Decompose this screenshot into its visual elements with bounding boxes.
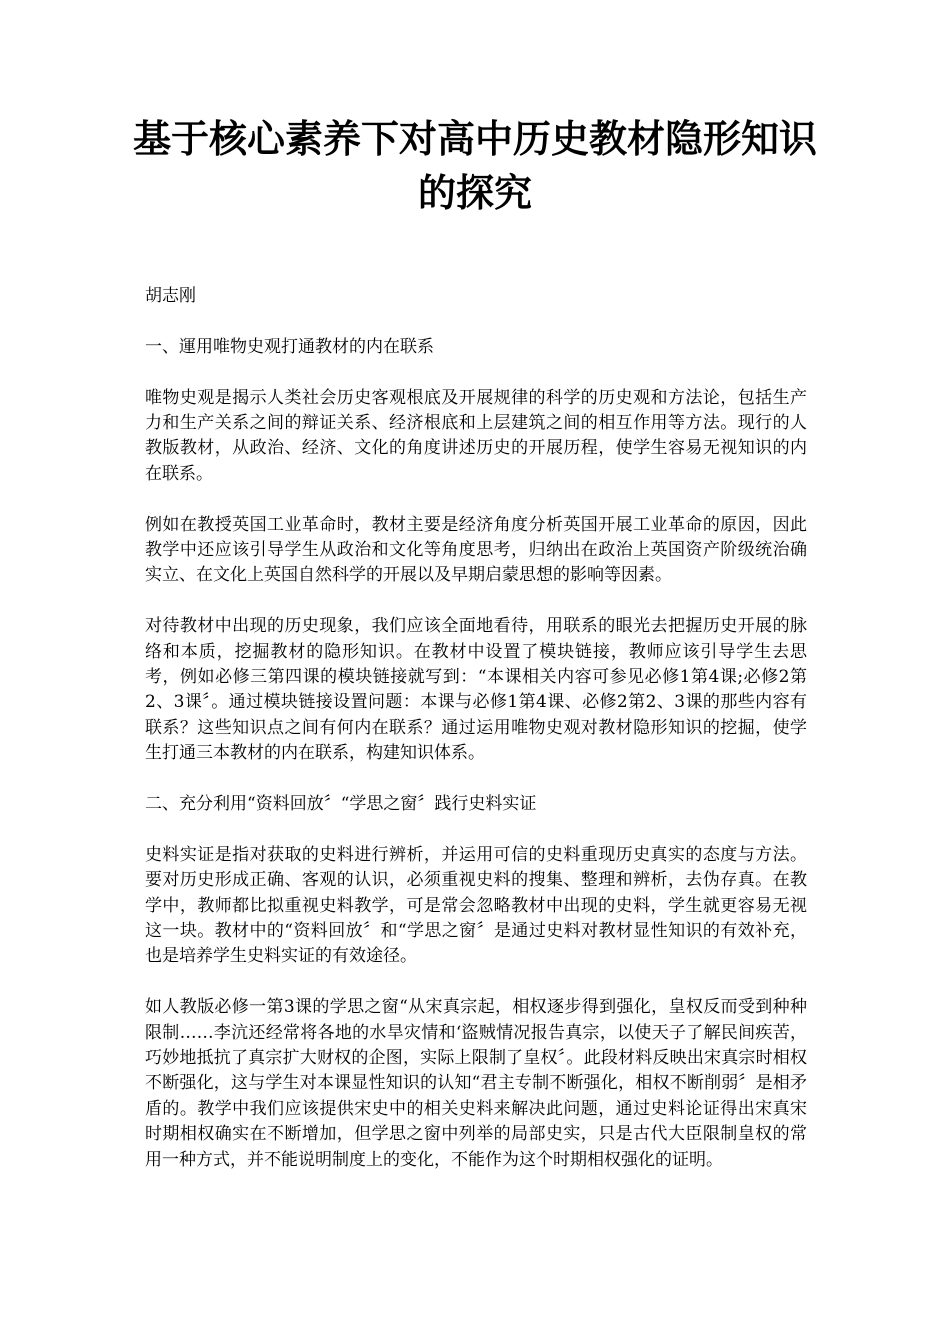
document-title: 基于核心素养下对高中历史教材隐形知识的探究 xyxy=(132,116,817,215)
paragraph: 史料实证是指对获取的史料进行辨析，并运用可信的史料重现历史真实的态度与方法。要对历史形成正确、客观的认识，必须重视史料的搜集、整理和辨析，去伪存真。在教学中，教师都比拟重视史料教学，可是常会忽略教材中出现的史料，学生就更容易无视这一块。教材中的“资料回放〞和“学思之窗〞是通过史料对教材显性知识的有效补充，也是培养学生史料实证的有效途径。 xyxy=(145,844,807,967)
section-heading: 二、充分利用“资料回放〞“学思之窗〞践行史料实证 xyxy=(145,794,537,815)
section-heading: 一、運用唯物史观打通教材的内在联系 xyxy=(145,336,434,357)
paragraph: 对待教材中出现的历史现象，我们应该全面地看待，用联系的眼光去把握历史开展的脉络和本质，挖掘教材的隐形知识。在教材中设置了模块链接，教师应该引导学生去思考，例如必修三第四课的模块链接就写到：“本课相关内容可参见必修1第4课;必修2第2、3课〞。通过模块链接设置问题：本课与必修1第4课、必修2第2、3课的那些内容有联系？这些知识点之间有何内在联系？通过运用唯物史观对教材隐形知识的挖掘，使学生打通三本教材的内在联系，构建知识体系。 xyxy=(145,616,807,764)
author-name: 胡志刚 xyxy=(145,286,196,306)
paragraph: 如人教版必修一第3课的学思之窗“从宋真宗起，相权逐步得到强化，皇权反而受到种种限制……李沆还经常将各地的水旱灾情和‘盜贼情况报告真宗，以使天子了解民间疾苦，巧妙地抵抗了真宗扩大财权的企图，实际上限制了皇权〞。此段材料反映出宋真宗时相权不断强化，这与学生对本课显性知识的认知“君主专制不断强化，相权不断削弱〞是相矛盾的。教学中我们应该提供宋史中的相关史料来解决此问题，通过史料论证得出宋真宋时期相权确实在不断增加，但学思之窗中列举的局部史实，只是古代大臣限制皇权的常用一种方式，并不能说明制度上的变化，不能作为这个时期相权强化的证明。 xyxy=(145,997,807,1170)
paragraph: 唯物史观是揭示人类社会历史客观根底及开展规律的科学的历史观和方法论，包括生产力和生产关系之间的辩证关系、经济根底和上层建筑之间的相互作用等方法。现行的人教版教材，从政治、经济、文化的角度讲述历史的开展历程，使学生容易无视知识的内在联系。 xyxy=(145,387,807,484)
document-body xyxy=(145,284,807,1199)
paragraph: 例如在教授英国工业革命时，教材主要是经济角度分析英国开展工业革命的原因，因此教学中还应该引导学生从政治和文化等角度思考，归纳出在政治上英国资产阶级统治确实立、在文化上英国自然科学的开展以及早期启蒙思想的影响等因素。 xyxy=(145,514,807,586)
